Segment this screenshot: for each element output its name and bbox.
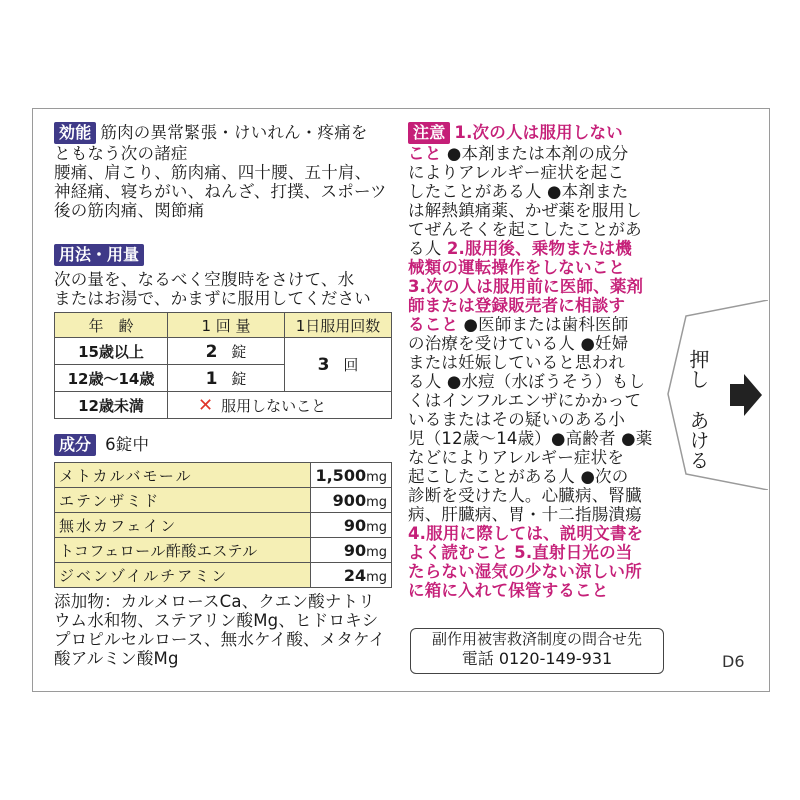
additives-line: 添加物：カルメロースCa、クエン酸ナトリ <box>54 592 375 611</box>
caution-section <box>408 122 656 600</box>
efficacy-line: ともなう次の諸症 <box>54 144 188 163</box>
age-cell: 12歳未満 <box>55 392 168 419</box>
caution-text: 児（12歳〜14歳）●高齢者 ●薬 <box>408 429 653 448</box>
table-row <box>55 488 392 513</box>
caution-emphasis-text: に箱に入れて保管すること <box>408 581 609 600</box>
caution-line <box>408 486 656 505</box>
caution-line <box>408 429 656 448</box>
caution-line <box>408 524 656 543</box>
caution-text: くはインフルエンザにかかって <box>408 391 642 410</box>
contact-phone: 電話 0120-149-931 <box>461 649 613 668</box>
dose-value: 2 <box>205 341 218 362</box>
additives-line: 酸アルミン酸Mg <box>54 649 179 668</box>
efficacy-line: 神経痛、寝ちがい、ねんざ、打撲、スポーツ <box>54 182 387 201</box>
caution-line <box>408 163 656 182</box>
caution-heading: 注意 <box>408 122 450 144</box>
caution-text: によりアレルギー症状を起こ <box>408 163 625 182</box>
caution-emphasis-text: 5.直射日光の当 <box>514 543 633 562</box>
under12-cell <box>168 392 392 419</box>
caution-text: る人 <box>408 239 447 258</box>
caution-text: の治療を受けている人 ●妊婦 <box>408 334 629 353</box>
push-label: 押し <box>686 349 710 389</box>
caution-emphasis-text: たらない湿気の少ない涼しい所 <box>408 562 642 581</box>
caution-line <box>408 372 656 391</box>
caution-emphasis-text: 2.服用後、乗物または機 <box>446 239 633 258</box>
ingredients-table <box>54 462 392 588</box>
caution-line <box>408 543 656 562</box>
caution-emphasis-text: 4.服用に際しては、説明文書を <box>408 524 644 543</box>
ingredient-amount-unit: mg <box>366 519 387 535</box>
efficacy-line: 腰痛、肩こり、筋肉痛、四十腰、五十肩、 <box>54 163 372 182</box>
dose-cell <box>168 365 285 392</box>
caution-line <box>408 353 656 372</box>
ingredient-name: ジベンゾイルチアミン <box>55 563 311 588</box>
caution-emphasis-text: ること <box>408 315 459 334</box>
usage-line: 次の量を、なるべく空腹時をさけて、水 <box>54 270 355 289</box>
caution-text: ●医師または歯科医師 <box>458 315 629 334</box>
dose-value: 1 <box>205 368 218 389</box>
caution-text: 起こしたことがある人 ●次の <box>408 467 629 486</box>
caution-line <box>408 220 656 239</box>
caution-line <box>408 334 656 353</box>
age-cell: 15歳以上 <box>55 338 168 365</box>
caution-line <box>408 315 656 334</box>
usage-heading: 用法・用量 <box>54 244 144 266</box>
caution-emphasis-text: 1.次の人は服用しない <box>454 123 623 142</box>
additives-section <box>54 592 394 668</box>
caution-line <box>408 277 656 296</box>
caution-emphasis-text: 3.次の人は服用前に医師、薬剤 <box>408 277 644 296</box>
dose-unit: 錠 <box>231 369 247 388</box>
caution-line <box>408 239 656 258</box>
caution-emphasis-text: 師または登録販売者に相談す <box>408 296 626 315</box>
caution-line <box>408 467 656 486</box>
caution-line <box>408 122 656 144</box>
ingredient-amount-unit: mg <box>366 569 387 585</box>
ingredient-amount <box>311 538 392 563</box>
caution-line <box>408 182 656 201</box>
ingredient-amount <box>311 513 392 538</box>
caution-line <box>408 201 656 220</box>
ingredient-amount <box>311 563 392 588</box>
caution-text: ●本剤または本剤の成分 <box>441 144 629 163</box>
push-open-tab[interactable] <box>662 300 768 490</box>
dose-unit: 錠 <box>231 342 247 361</box>
caution-line <box>408 410 656 429</box>
header-dose: 1 回 量 <box>168 313 285 338</box>
additives-line: プロピルセルロース、無水ケイ酸、メタケイ <box>54 630 386 649</box>
times-value: 3 <box>317 355 330 375</box>
ingredient-name: エテンザミド <box>55 488 311 513</box>
ingredients-heading: 成分 <box>54 434 96 456</box>
caution-text: る人 ●水痘（水ぼうそう）もし <box>408 372 646 391</box>
product-code: D6 <box>722 652 745 671</box>
ingredients-sub: 6錠中 <box>105 435 150 454</box>
additives-line: ウム水和物、ステアリン酸Mg、ヒドロキシ <box>54 611 379 630</box>
table-row <box>55 338 392 365</box>
caution-text: などによりアレルギー症状を <box>408 448 625 467</box>
efficacy-line: 後の筋肉痛、関節痛 <box>54 201 205 220</box>
caution-line <box>408 258 656 277</box>
caution-line <box>408 562 656 581</box>
contact-box <box>410 628 664 674</box>
under12-text: 服用しないこと <box>221 396 327 415</box>
caution-line <box>408 581 656 600</box>
caution-line <box>408 296 656 315</box>
ingredient-name: 無水カフェイン <box>55 513 311 538</box>
efficacy-section <box>54 122 394 220</box>
ingredient-name: メトカルバモール <box>55 463 311 488</box>
open-label: あける <box>686 410 710 470</box>
ingredient-amount <box>311 488 392 513</box>
ingredient-amount-value: 90 <box>343 540 367 560</box>
times-unit: 回 <box>343 356 359 374</box>
caution-text: 診断を受けた人。心臓病、腎臓 <box>408 486 642 505</box>
table-row <box>55 513 392 538</box>
table-row <box>55 463 392 488</box>
ingredient-name: トコフェロール酢酸エステル <box>55 538 311 563</box>
dosage-table <box>54 312 392 419</box>
cross-icon: ✕ <box>198 394 214 416</box>
caution-text: てぜんそくを起こしたことがあ <box>408 220 642 239</box>
push-tab-label <box>683 340 713 480</box>
contact-title: 副作用被害救済制度の問合せ先 <box>431 630 642 648</box>
arrow-right-icon <box>730 374 762 416</box>
caution-text: 病、肝臓病、胃・十二指腸潰瘍 <box>408 505 642 524</box>
ingredient-amount-unit: mg <box>366 494 387 510</box>
caution-text: は解熱鎮痛薬、かぜ薬を服用し <box>408 201 642 220</box>
ingredient-amount-unit: mg <box>366 469 387 485</box>
ingredient-amount-value: 1,500 <box>315 465 367 485</box>
ingredient-amount-value: 90 <box>343 515 367 535</box>
header-times: 1日服用回数 <box>285 313 392 338</box>
efficacy-line: 筋肉の異常緊張・けいれん・疼痛を <box>100 123 368 142</box>
caution-emphasis-text: 械類の運転操作をしないこと <box>408 258 626 277</box>
usage-section <box>54 244 394 308</box>
ingredient-amount <box>311 463 392 488</box>
caution-emphasis-text: よく読むこと <box>408 543 515 562</box>
table-row <box>55 563 392 588</box>
times-cell <box>285 338 392 392</box>
dose-cell <box>168 338 285 365</box>
caution-text: または妊娠していると思われ <box>408 353 626 372</box>
caution-text: したことがある人 ●本剤また <box>408 182 629 201</box>
caution-text: いるまたはその疑いのある小 <box>408 410 626 429</box>
caution-line <box>408 448 656 467</box>
caution-line <box>408 505 656 524</box>
table-row <box>55 538 392 563</box>
caution-lines <box>408 122 656 600</box>
ingredient-amount-value: 24 <box>343 565 367 585</box>
ingredient-amount-value: 900 <box>332 490 367 510</box>
caution-emphasis-text: こと <box>408 144 442 163</box>
ingredients-heading-row <box>54 434 394 456</box>
caution-line <box>408 144 656 163</box>
dosage-table-header <box>55 313 392 338</box>
header-age: 年 齢 <box>55 313 168 338</box>
ingredient-amount-unit: mg <box>366 544 387 560</box>
table-row <box>55 392 392 419</box>
age-cell: 12歳〜14歳 <box>55 365 168 392</box>
usage-line: またはお湯で、かまずに服用してください <box>54 289 371 308</box>
efficacy-heading: 効能 <box>54 122 96 144</box>
caution-line <box>408 391 656 410</box>
